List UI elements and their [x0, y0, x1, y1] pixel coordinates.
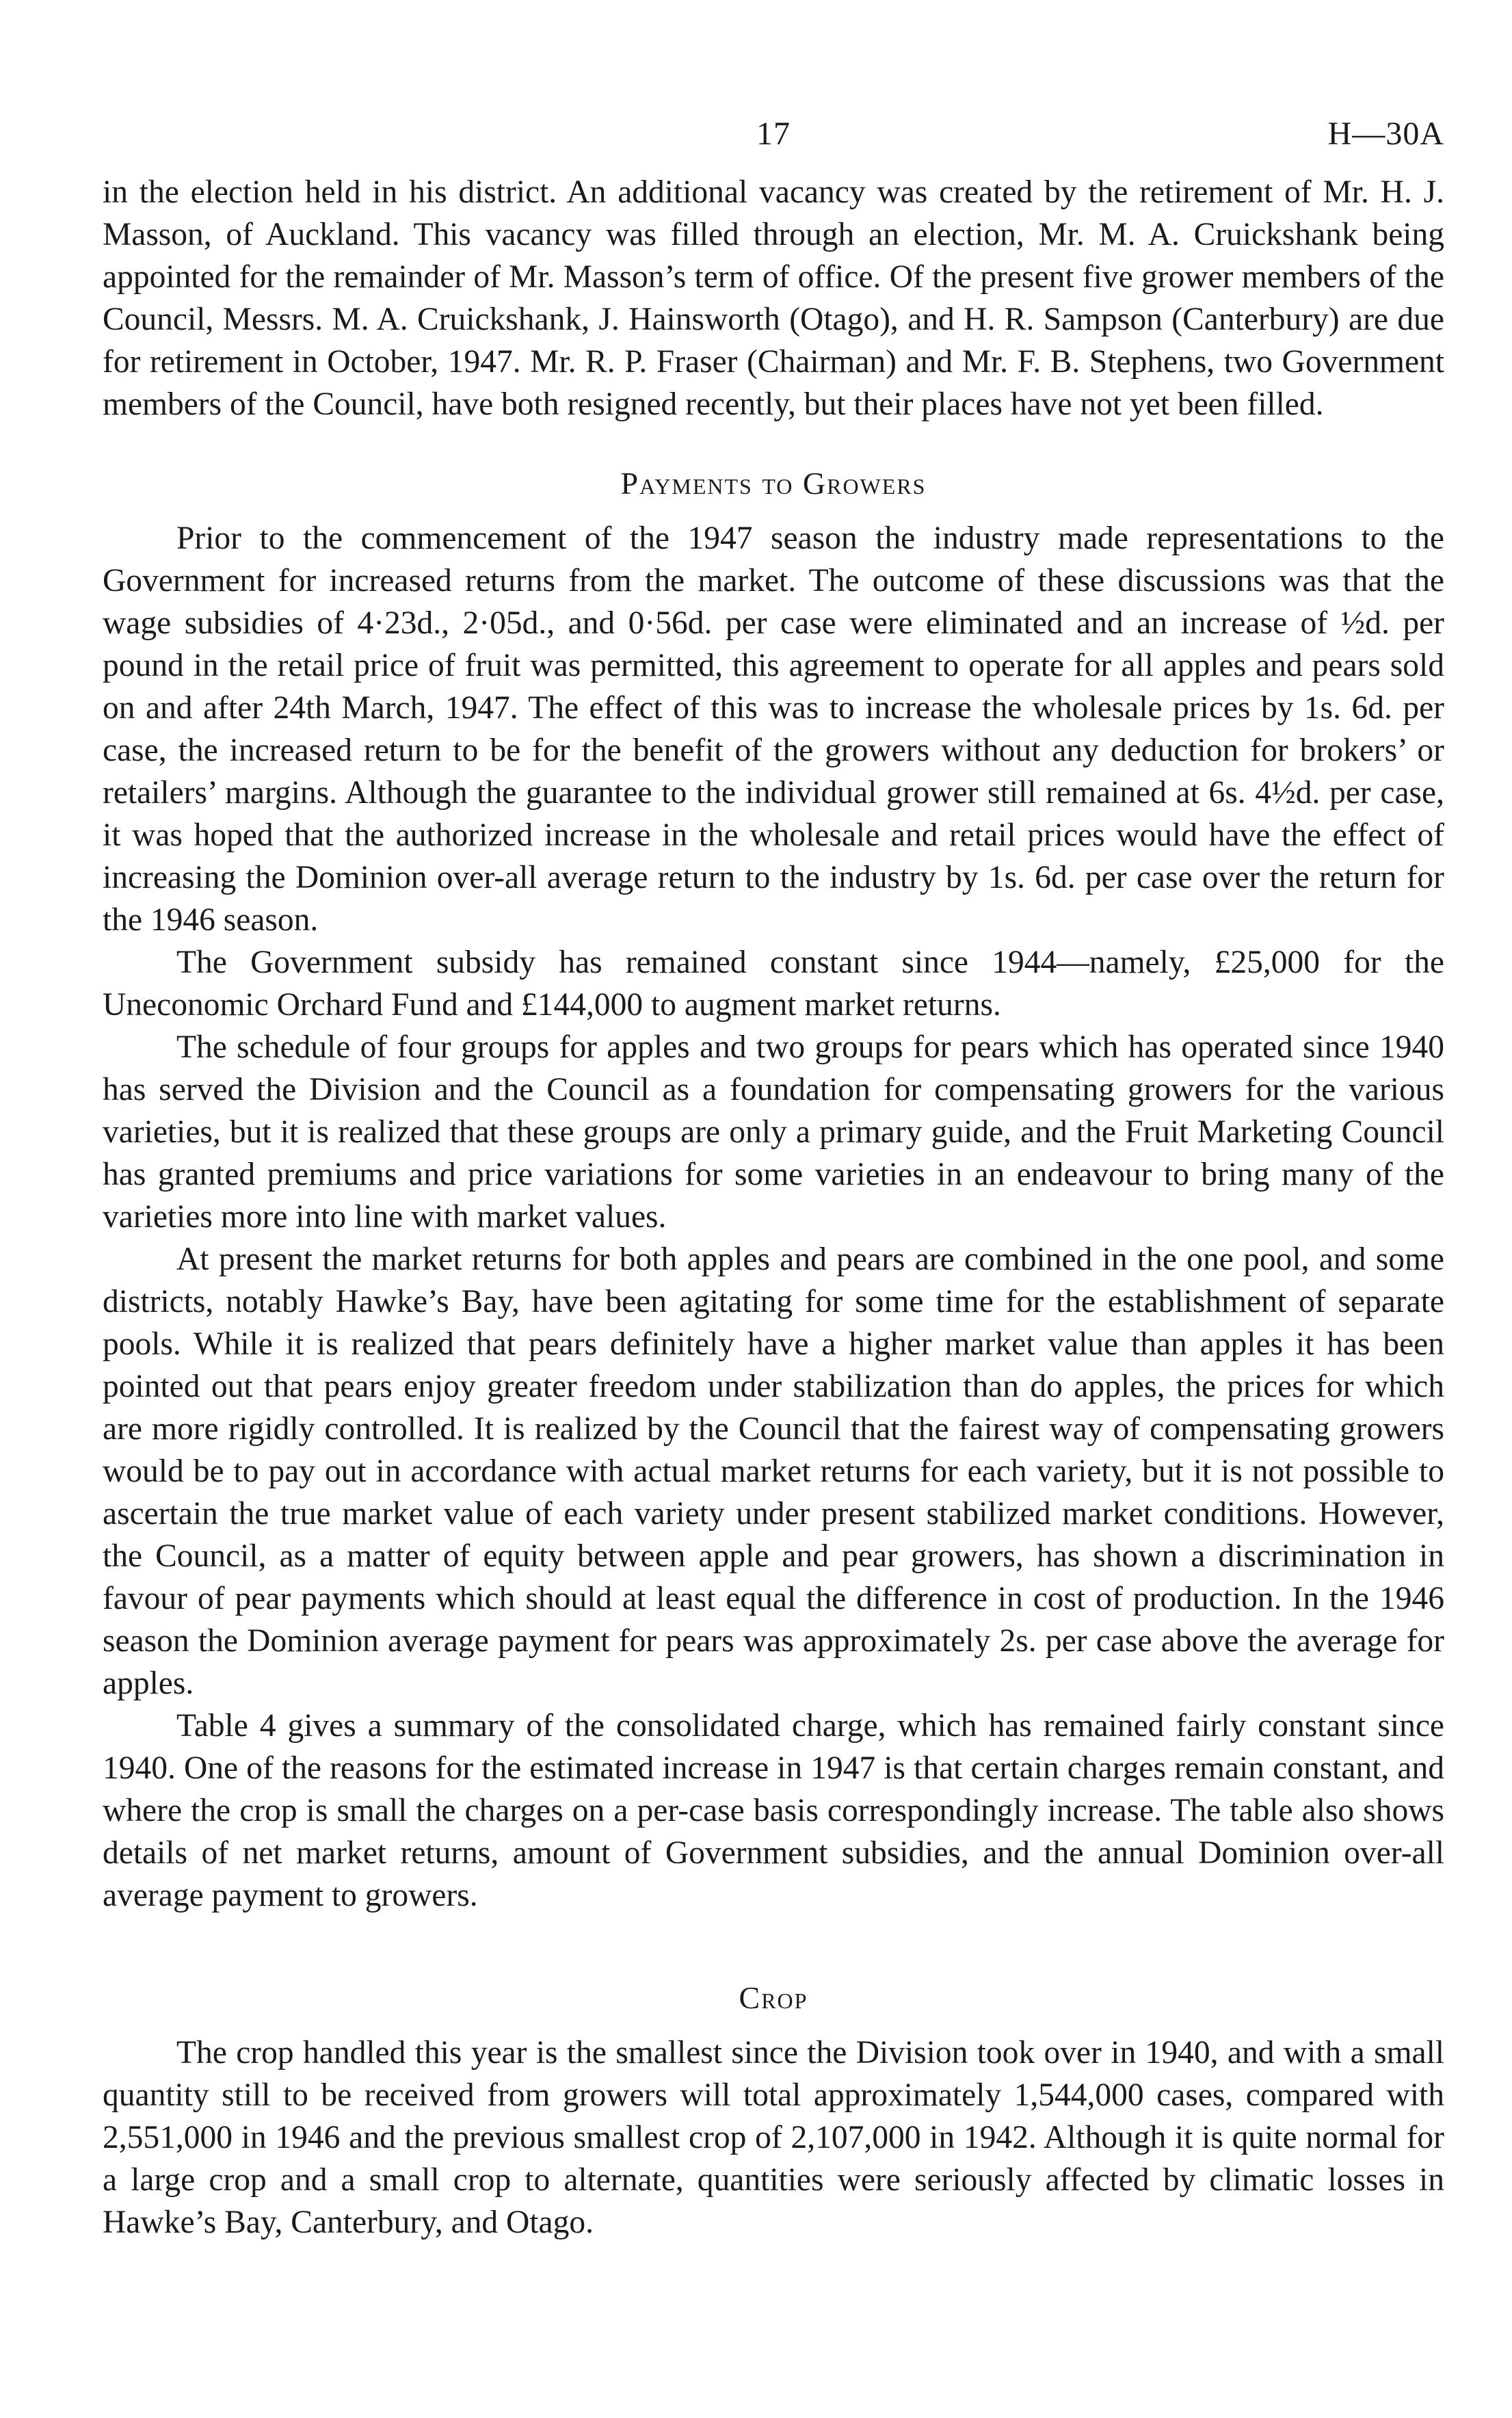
payments-paragraph-5: Table 4 gives a summary of the consolidated charge, which has remained fairly constant since 1940. One of the reasons for the estimated increase in 1947 is that certain charges remain constant, and where the crop is small the charges on a per-case basis correspondingly increase. The table also shows details of net market returns, amount of Government subsidies, and the annual Dominion over-all average payment to growers.: [103, 1708, 1444, 1913]
crop-paragraph: The crop handled this year is the smallest since the Division took over in 1940, and with a small quantity still to be received from growers will total approximately 1,544,000 cases, compared with 2,551,000 in 1946 and the previous smallest crop of 2,107,000 in 1942. Although it is quite normal for a large crop and a small crop to alternate, quantities were seriously affected by climatic losses in Hawke’s Bay, Canterbury, and Otago.: [103, 2035, 1444, 2240]
page-header: [103, 0, 1444, 171]
page-number: 17: [756, 116, 791, 152]
document-body: [103, 171, 1444, 2244]
document-page: [103, 0, 1444, 2418]
section-heading-crop: Crop: [739, 1980, 808, 2015]
document-reference: H—30A: [1327, 116, 1444, 152]
intro-paragraph: in the election held in his district. An additional vacancy was created by the retirement of Mr. H. J. Masson, of Auckland. This vacancy was filled through an election, Mr. M. A. Cruickshank being appointed for the remainder of Mr. Masson’s term of office. Of the present five grower members of the Council, Messrs. M. A. Cruickshank, J. Hainsworth (Otago), and H. R. Sampson (Canterbury) are due for retirement in October, 1947. Mr. R. P. Fraser (Chairman) and Mr. F. B. Stephens, two Government members of the Council, have both resigned recently, but their places have not yet been filled.: [103, 174, 1444, 422]
payments-paragraph-1: Prior to the commencement of the 1947 season the industry made representations to the Government for increased returns from the market. The outcome of these discussions was that the wage subsidies of 4·23d., 2·05d., and 0·56d. per case were eliminated and an increase of ½d. per pound in the retail price of fruit was permitted, this agreement to operate for all apples and pears sold on and after 24th March, 1947. The effect of this was to increase the wholesale prices by 1s. 6d. per case, the increased return to be for the benefit of the growers without any deduction for brokers’ or retailers’ margins. Although the guarantee to the individual grower still remained at 6s. 4½d. per case, it was hoped that the authorized increase in the wholesale and retail prices would have the effect of increasing the Dominion over-all average return to the industry by 1s. 6d. per case over the return for the 1946 season.: [103, 521, 1444, 938]
payments-paragraph-2: The Government subsidy has remained constant since 1944—namely, £25,000 for the Uneconomic Orchard Fund and £144,000 to augment market returns.: [103, 945, 1444, 1023]
payments-paragraph-3: The schedule of four groups for apples and two groups for pears which has operated since 1940 has served the Division and the Council as a foundation for compensating growers for the various varieties, but it is realized that these groups are only a primary guide, and the Fruit Marketing Council has granted premiums and price variations for some varieties in an endeavour to bring many of the varieties more into line with market values.: [103, 1029, 1444, 1235]
payments-paragraph-4: At present the market returns for both apples and pears are combined in the one pool, and some districts, notably Hawke’s Bay, have been agitating for some time for the establishment of separate pools. While it is realized that pears definitely have a higher market value than apples it has been pointed out that pears enjoy greater freedom under stabilization than do apples, the prices for which are more rigidly controlled. It is realized by the Council that the fairest way of compensating growers would be to pay out in accordance with actual market returns for each variety, but it is not possible to ascertain the true market value of each variety under present stabilized market conditions. However, the Council, as a matter of equity between apple and pear growers, has shown a discrimination in favour of pear payments which should at least equal the difference in cost of production. In the 1946 season the Dominion average payment for pears was approximately 2s. per case above the average for apples.: [103, 1241, 1444, 1701]
section-heading-payments: Payments to Growers: [620, 466, 927, 501]
